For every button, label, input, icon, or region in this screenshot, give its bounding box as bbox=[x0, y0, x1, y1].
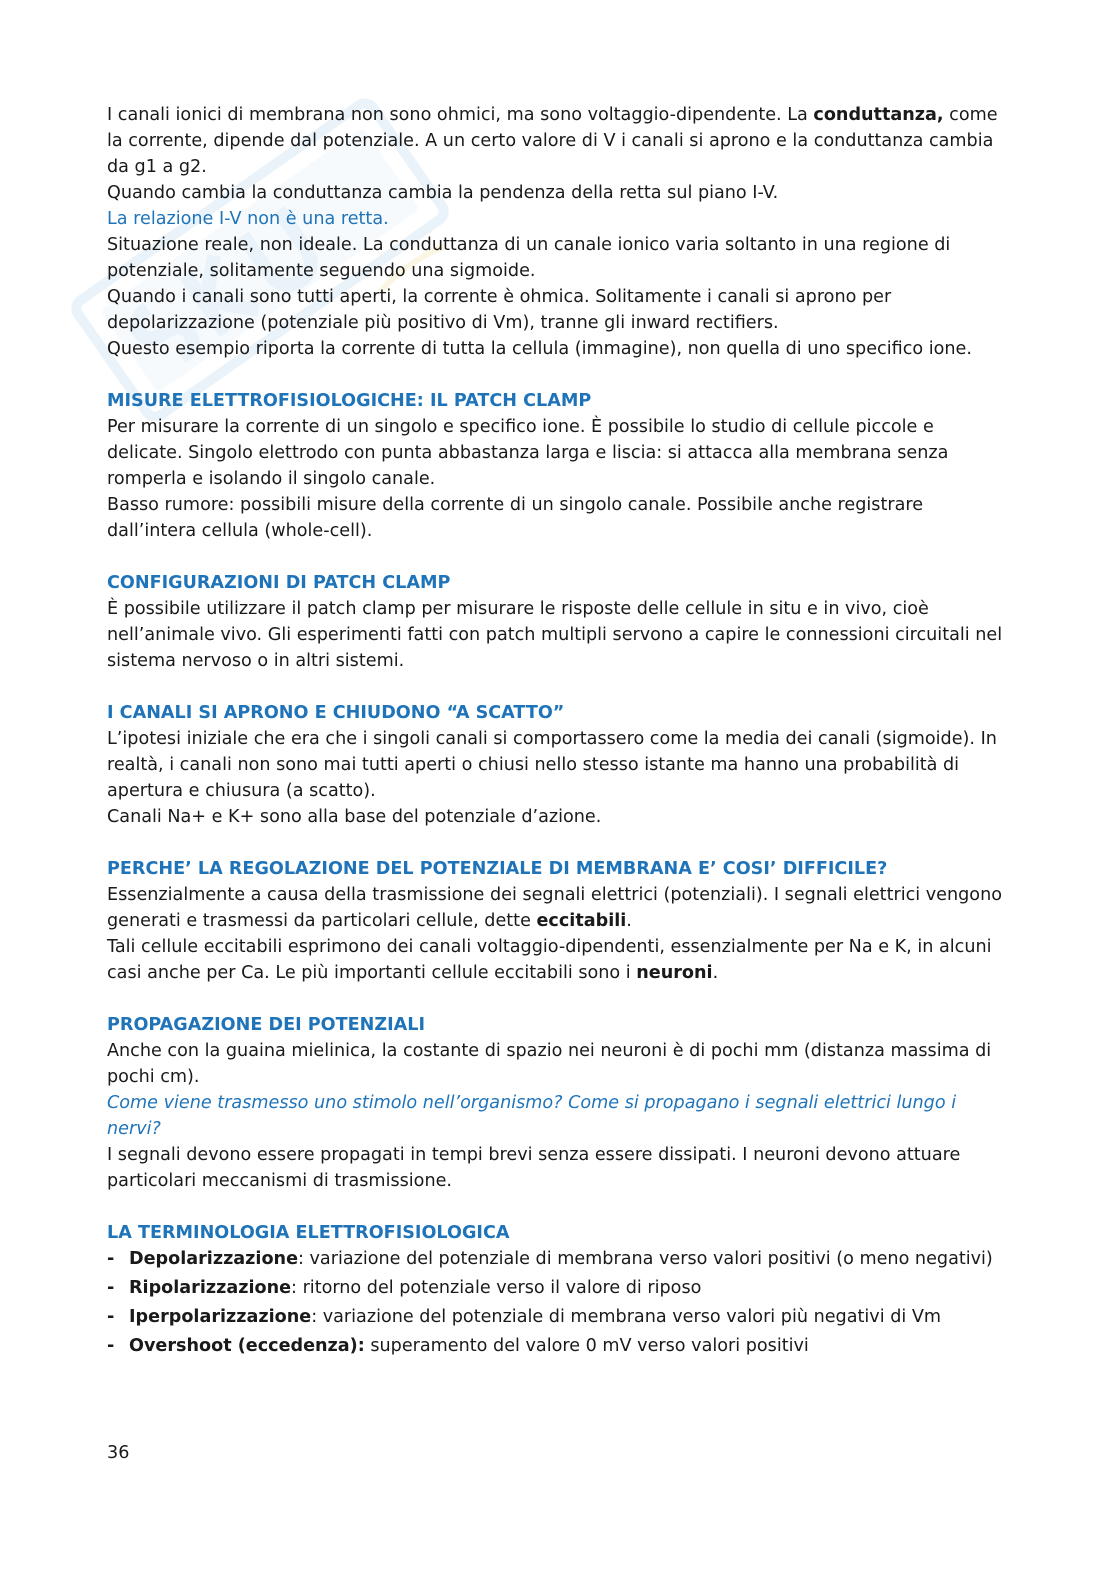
intro-paragraph-6: Questo esempio riporta la corrente di tutta la cellula (immagine), non quella di uno specifico ione. bbox=[107, 339, 972, 359]
patch-clamp-paragraph-2: Basso rumore: possibili misure della corrente di un singolo canale. Possibile anche registrare dall’intera cellula (whole-cell). bbox=[107, 495, 924, 541]
regolazione-paragraph-2: Tali cellule eccitabili esprimono dei canali voltaggio-dipendenti, essenzialmente per Na e K, in alcuni casi anche per Ca. Le più importanti cellule eccitabili sono i neuroni. bbox=[107, 937, 992, 983]
regolazione-paragraph-1: Essenzialmente a causa della trasmissione dei segnali elettrici (potenziali). I segnali elettrici vengono generati e trasmessi da particolari cellule, dette eccitabili. bbox=[107, 885, 1002, 931]
page-number: 36 bbox=[107, 1443, 130, 1463]
patch-clamp-paragraph-1: Per misurare la corrente di un singolo e specifico ione. È possibile lo studio di cellule piccole e delicate. Singolo elettrodo con punta abbastanza larga e liscia: si attacca alla membrana senza romperla e isolando il singolo canale. bbox=[107, 417, 949, 489]
section-heading-configurazioni: CONFIGURAZIONI DI PATCH CLAMP bbox=[107, 573, 451, 593]
intro-paragraph-5: Quando i canali sono tutti aperti, la corrente è ohmica. Solitamente i canali si aprono per depolarizzazione (potenziale più positivo di Vm), tranne gli inward rectifiers. bbox=[107, 287, 892, 333]
page-content bbox=[107, 102, 1007, 1362]
scatto-paragraph-1: L’ipotesi iniziale che era che i singoli canali si comportassero come la media dei canali (sigmoide). In realtà, i canali non sono mai tutti aperti o chiusi nello stesso istante ma hanno una probabilità di apertura e chiusura (a scatto). bbox=[107, 729, 997, 801]
section-heading-scatto: I CANALI SI APRONO E CHIUDONO “A SCATTO” bbox=[107, 703, 565, 723]
bold-term: conduttanza, bbox=[813, 105, 944, 125]
list-item: - Ripolarizzazione: ritorno del potenziale verso il valore di riposo bbox=[107, 1278, 702, 1298]
section-heading-terminologia: LA TERMINOLOGIA ELETTROFISIOLOGICA bbox=[107, 1223, 510, 1243]
propagazione-paragraph-3: I segnali devono essere propagati in tempi brevi senza essere dissipati. I neuroni devono attuare particolari meccanismi di trasmissione. bbox=[107, 1145, 961, 1191]
scatto-paragraph-2: Canali Na+ e K+ sono alla base del potenziale d’azione. bbox=[107, 807, 602, 827]
section-heading-patch-clamp: MISURE ELETTROFISIOLOGICHE: IL PATCH CLAMP bbox=[107, 391, 592, 411]
intro-paragraph-3: La relazione I-V non è una retta. bbox=[107, 209, 389, 229]
propagazione-question: Come viene trasmesso uno stimolo nell’organismo? Come si propagano i segnali elettrici lungo i nervi? bbox=[107, 1093, 957, 1139]
terminology-list bbox=[107, 1246, 1007, 1359]
intro-paragraph-2: Quando cambia la conduttanza cambia la pendenza della retta sul piano I-V. bbox=[107, 183, 779, 203]
intro-paragraph-4: Situazione reale, non ideale. La conduttanza di un canale ionico varia soltanto in una regione di potenziale, solitamente seguendo una sigmoide. bbox=[107, 235, 951, 281]
section-heading-regolazione: PERCHE’ LA REGOLAZIONE DEL POTENZIALE DI MEMBRANA E’ COSI’ DIFFICILE? bbox=[107, 859, 888, 879]
section-heading-propagazione: PROPAGAZIONE DEI POTENZIALI bbox=[107, 1015, 426, 1035]
list-item: - Overshoot (eccedenza): superamento del valore 0 mV verso valori positivi bbox=[107, 1336, 809, 1356]
intro-paragraph-1: I canali ionici di membrana non sono ohmici, ma sono voltaggio-dipendente. La conduttanza, come la corrente, dipende dal potenziale. A un certo valore di V i canali si aprono e la conduttanza cambia da g1 a g2. bbox=[107, 105, 998, 177]
list-item: - Depolarizzazione: variazione del potenziale di membrana verso valori positivi (o meno negativi) bbox=[107, 1249, 993, 1269]
propagazione-paragraph-1: Anche con la guaina mielinica, la costante di spazio nei neuroni è di pochi mm (distanza massima di pochi cm). bbox=[107, 1041, 992, 1087]
configurazioni-paragraph-1: È possibile utilizzare il patch clamp per misurare le risposte delle cellule in situ e in vivo, cioè nell’animale vivo. Gli esperimenti fatti con patch multipli servono a capire le connessioni circuitali nel sistema nervoso o in altri sistemi. bbox=[107, 599, 1003, 671]
list-item: - Iperpolarizzazione: variazione del potenziale di membrana verso valori più negativi di Vm bbox=[107, 1307, 942, 1327]
